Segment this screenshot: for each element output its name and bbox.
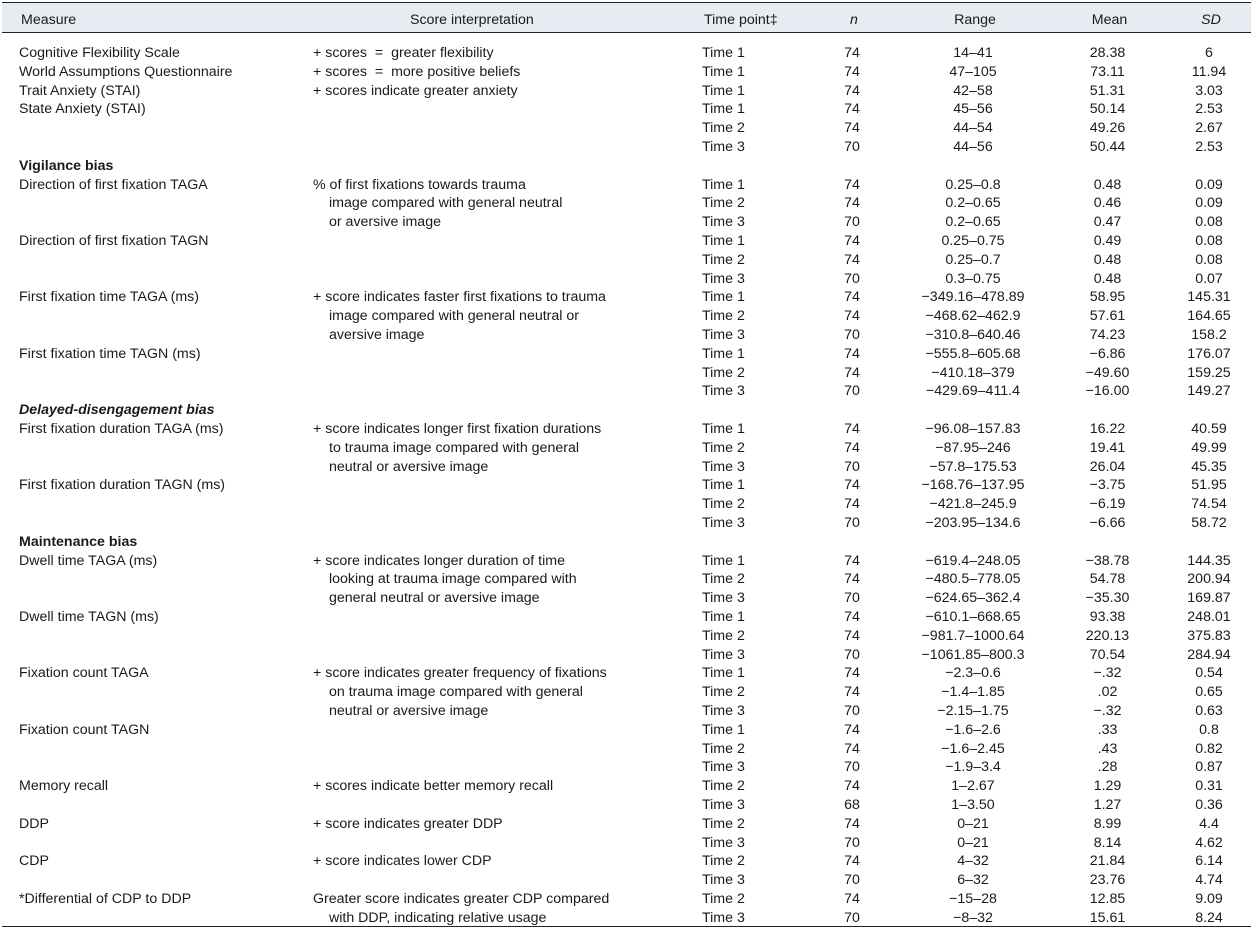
sd-cell: 0.08 — [1195, 214, 1223, 230]
range-cell: 6–32 — [957, 872, 989, 888]
n-cell: 74 — [844, 553, 860, 569]
sd-cell: 159.25 — [1187, 365, 1231, 381]
range-cell: 1–3.50 — [951, 797, 995, 813]
time-point-cell: Time 3 — [702, 139, 745, 155]
mean-cell: 54.78 — [1089, 571, 1126, 587]
n-cell: 74 — [844, 741, 860, 757]
range-cell: 0.2–0.65 — [945, 214, 1001, 230]
sd-cell: 8.24 — [1195, 910, 1223, 926]
range-cell: 0.25–0.7 — [945, 252, 1001, 268]
time-point-cell: Time 3 — [702, 515, 745, 531]
n-cell: 70 — [844, 214, 860, 230]
mean-cell: −.32 — [1093, 703, 1122, 719]
sd-cell: 0.08 — [1195, 233, 1223, 249]
interpretation-cell: % of first fixations towards trauma — [313, 177, 526, 193]
n-cell: 74 — [844, 628, 860, 644]
time-point-cell: Time 2 — [702, 308, 745, 324]
mean-cell: 0.46 — [1093, 195, 1122, 211]
n-cell: 74 — [844, 571, 860, 587]
range-cell: −2.15–1.75 — [937, 703, 1009, 719]
sd-cell: 0.36 — [1195, 797, 1223, 813]
mean-cell: 0.48 — [1093, 177, 1122, 193]
interpretation-cell: Greater score indicates greater CDP compared — [313, 891, 610, 907]
time-point-cell: Time 2 — [702, 120, 745, 136]
interpretation-cell: looking at trauma image compared with — [329, 571, 577, 587]
range-cell: −421.8–245.9 — [929, 496, 1017, 512]
n-cell: 74 — [844, 722, 860, 738]
sd-cell: 144.35 — [1187, 553, 1231, 569]
sd-cell: 200.94 — [1187, 571, 1231, 587]
measure-cell: Fixation count TAGA — [19, 665, 149, 681]
interpretation-cell: with DDP, indicating relative usage — [329, 910, 547, 926]
time-point-cell: Time 2 — [702, 628, 745, 644]
mean-cell: 8.99 — [1093, 816, 1122, 832]
mean-cell: 1.29 — [1093, 778, 1122, 794]
time-point-cell: Time 2 — [702, 440, 745, 456]
n-cell: 70 — [844, 139, 860, 155]
n-cell: 70 — [844, 327, 860, 343]
n-cell: 74 — [844, 252, 860, 268]
time-point-cell: Time 3 — [702, 797, 745, 813]
time-point-cell: Time 1 — [702, 665, 745, 681]
range-cell: 44–56 — [953, 139, 993, 155]
section-heading: Delayed-disengagement bias — [19, 402, 215, 418]
mean-cell: 0.49 — [1093, 233, 1122, 249]
interpretation-cell: or aversive image — [329, 214, 441, 230]
sd-cell: 4.74 — [1195, 872, 1223, 888]
range-cell: 4–32 — [957, 853, 989, 869]
time-point-cell: Time 1 — [702, 177, 745, 193]
header-time-point: Time point‡ — [704, 12, 778, 28]
time-point-cell: Time 3 — [702, 703, 745, 719]
interpretation-cell: + scores = more positive beliefs — [313, 64, 521, 80]
range-cell: −1.6–2.45 — [941, 741, 1005, 757]
time-point-cell: Time 2 — [702, 741, 745, 757]
time-point-cell: Time 2 — [702, 853, 745, 869]
interpretation-cell: image compared with general neutral or — [329, 308, 579, 324]
sd-cell: 49.99 — [1191, 440, 1227, 456]
mean-cell: 51.31 — [1089, 83, 1126, 99]
sd-cell: 11.94 — [1191, 64, 1227, 80]
n-cell: 74 — [844, 665, 860, 681]
n-cell: 74 — [844, 83, 860, 99]
header-n: n — [850, 12, 858, 28]
table-header — [2, 2, 1251, 33]
sd-cell: 6 — [1205, 45, 1213, 61]
n-cell: 74 — [844, 816, 860, 832]
n-cell: 68 — [844, 797, 860, 813]
sd-cell: 0.09 — [1195, 195, 1223, 211]
range-cell: −619.4–248.05 — [925, 553, 1021, 569]
mean-cell: 49.26 — [1089, 120, 1126, 136]
n-cell: 74 — [844, 233, 860, 249]
sd-cell: 0.07 — [1195, 271, 1223, 287]
n-cell: 74 — [844, 477, 860, 493]
mean-cell: 73.11 — [1090, 64, 1125, 80]
mean-cell: 220.13 — [1085, 628, 1130, 644]
range-cell: −555.8–605.68 — [925, 346, 1021, 362]
time-point-cell: Time 2 — [702, 496, 745, 512]
sd-cell: 2.67 — [1195, 120, 1223, 136]
mean-cell: 74.23 — [1089, 327, 1126, 343]
header-sd: SD — [1201, 12, 1221, 28]
sd-cell: 51.95 — [1191, 477, 1227, 493]
range-cell: 0.25–0.75 — [941, 233, 1005, 249]
range-cell: −468.62–462.9 — [925, 308, 1021, 324]
n-cell: 70 — [844, 835, 860, 851]
interpretation-cell: + score indicates longer duration of time — [313, 553, 565, 569]
n-cell: 74 — [844, 346, 860, 362]
measure-cell: First fixation time TAGN (ms) — [19, 346, 201, 362]
measure-cell: CDP — [19, 853, 49, 869]
n-cell: 70 — [844, 910, 860, 926]
mean-cell: −16.00 — [1085, 383, 1130, 399]
time-point-cell: Time 1 — [702, 83, 745, 99]
n-cell: 74 — [844, 308, 860, 324]
interpretation-cell: image compared with general neutral — [329, 195, 563, 211]
sd-cell: 58.72 — [1191, 515, 1227, 531]
time-point-cell: Time 1 — [702, 64, 745, 80]
interpretation-cell: + score indicates greater frequency of fixations — [313, 665, 607, 681]
interpretation-cell: aversive image — [329, 327, 425, 343]
measure-cell: State Anxiety (STAI) — [19, 101, 146, 117]
interpretation-cell: + scores indicate better memory recall — [313, 778, 554, 794]
range-cell: 0.2–0.65 — [945, 195, 1001, 211]
mean-cell: 57.61 — [1089, 308, 1126, 324]
time-point-cell: Time 3 — [702, 835, 745, 851]
interpretation-cell: + score indicates longer first fixation durations — [313, 421, 602, 437]
sd-cell: 0.09 — [1195, 177, 1223, 193]
sd-cell: 2.53 — [1195, 101, 1223, 117]
time-point-cell: Time 3 — [702, 459, 745, 475]
sd-cell: 0.63 — [1195, 703, 1223, 719]
mean-cell: −3.75 — [1089, 477, 1126, 493]
interpretation-cell: + scores = greater flexibility — [313, 45, 494, 61]
range-cell: −96.08–157.83 — [925, 421, 1021, 437]
interpretation-cell: to trauma image compared with general — [329, 440, 579, 456]
time-point-cell: Time 3 — [702, 214, 745, 230]
range-cell: −349.16–478.89 — [921, 289, 1025, 305]
range-cell: 0–21 — [957, 816, 989, 832]
time-point-cell: Time 3 — [702, 590, 745, 606]
range-cell: −87.95–246 — [935, 440, 1011, 456]
mean-cell: 15.61 — [1089, 910, 1126, 926]
mean-cell: 0.47 — [1093, 214, 1122, 230]
mean-cell: 0.48 — [1093, 271, 1122, 287]
n-cell: 74 — [844, 120, 860, 136]
interpretation-cell: neutral or aversive image — [329, 703, 489, 719]
n-cell: 74 — [844, 778, 860, 794]
n-cell: 70 — [844, 383, 860, 399]
mean-cell: −.32 — [1093, 665, 1122, 681]
n-cell: 74 — [844, 64, 860, 80]
header-range: Range — [954, 12, 996, 28]
interpretation-cell: + score indicates faster first fixations to trauma — [313, 289, 606, 305]
sd-cell: 45.35 — [1191, 459, 1227, 475]
range-cell: −8–32 — [953, 910, 993, 926]
n-cell: 74 — [844, 891, 860, 907]
measure-cell: First fixation duration TAGA (ms) — [19, 421, 224, 437]
n-cell: 74 — [844, 289, 860, 305]
range-cell: −410.18–379 — [931, 365, 1015, 381]
n-cell: 74 — [844, 440, 860, 456]
sd-cell: 375.83 — [1187, 628, 1231, 644]
n-cell: 74 — [844, 684, 860, 700]
time-point-cell: Time 1 — [702, 289, 745, 305]
mean-cell: 8.14 — [1093, 835, 1122, 851]
mean-cell: 1.27 — [1093, 797, 1122, 813]
measure-cell: First fixation time TAGA (ms) — [19, 289, 199, 305]
measure-cell: *Differential of CDP to DDP — [19, 891, 192, 907]
mean-cell: 0.48 — [1093, 252, 1122, 268]
n-cell: 74 — [844, 45, 860, 61]
n-cell: 70 — [844, 590, 860, 606]
time-point-cell: Time 1 — [702, 101, 745, 117]
bottom-rule — [2, 926, 1251, 927]
n-cell: 70 — [844, 703, 860, 719]
sd-cell: 4.62 — [1195, 835, 1223, 851]
range-cell: −480.5–778.05 — [925, 571, 1021, 587]
time-point-cell: Time 1 — [702, 45, 745, 61]
time-point-cell: Time 2 — [702, 778, 745, 794]
range-cell: 42–58 — [953, 83, 993, 99]
time-point-cell: Time 2 — [702, 816, 745, 832]
range-cell: −1.4–1.85 — [941, 684, 1005, 700]
time-point-cell: Time 2 — [702, 195, 745, 211]
mean-cell: 28.38 — [1089, 45, 1126, 61]
mean-cell: 50.14 — [1089, 101, 1126, 117]
time-point-cell: Time 2 — [702, 365, 745, 381]
n-cell: 74 — [844, 195, 860, 211]
mean-cell: 16.22 — [1089, 421, 1126, 437]
time-point-cell: Time 1 — [702, 553, 745, 569]
mean-cell: .28 — [1097, 759, 1118, 775]
mean-cell: 23.76 — [1089, 872, 1126, 888]
n-cell: 74 — [844, 853, 860, 869]
sd-cell: 149.27 — [1187, 383, 1231, 399]
mean-cell: 50.44 — [1089, 139, 1126, 155]
time-point-cell: Time 3 — [702, 271, 745, 287]
time-point-cell: Time 1 — [702, 346, 745, 362]
n-cell: 74 — [844, 609, 860, 625]
range-cell: −203.95–134.6 — [925, 515, 1021, 531]
measure-cell: Memory recall — [19, 778, 109, 794]
range-cell: 47–105 — [949, 64, 997, 80]
mean-cell: −6.66 — [1089, 515, 1126, 531]
sd-cell: 0.31 — [1195, 778, 1223, 794]
n-cell: 74 — [844, 101, 860, 117]
sd-cell: 145.31 — [1187, 289, 1231, 305]
interpretation-cell: on trauma image compared with general — [329, 684, 583, 700]
n-cell: 70 — [844, 872, 860, 888]
sd-cell: 284.94 — [1187, 647, 1231, 663]
measure-cell: Dwell time TAGN (ms) — [19, 609, 159, 625]
sd-cell: 164.65 — [1187, 308, 1231, 324]
measure-cell: First fixation duration TAGN (ms) — [19, 477, 226, 493]
header-mean: Mean — [1091, 12, 1128, 28]
range-cell: 1–2.67 — [951, 778, 995, 794]
measure-cell: Direction of first fixation TAGN — [19, 233, 209, 249]
time-point-cell: Time 3 — [702, 759, 745, 775]
time-point-cell: Time 2 — [702, 252, 745, 268]
sd-cell: 6.14 — [1195, 853, 1223, 869]
mean-cell: −6.19 — [1089, 496, 1126, 512]
n-cell: 70 — [844, 759, 860, 775]
sd-cell: 9.09 — [1195, 891, 1223, 907]
interpretation-cell: + scores indicate greater anxiety — [313, 83, 518, 99]
time-point-cell: Time 1 — [702, 609, 745, 625]
mean-cell: 93.38 — [1089, 609, 1126, 625]
sd-cell: 158.2 — [1191, 327, 1227, 343]
range-cell: −310.8–640.46 — [925, 327, 1021, 343]
range-cell: −981.7–1000.64 — [921, 628, 1025, 644]
measure-cell: Trait Anxiety (STAI) — [19, 83, 141, 99]
sd-cell: 2.53 — [1195, 139, 1223, 155]
sd-cell: 4.4 — [1199, 816, 1219, 832]
mean-cell: .43 — [1097, 741, 1118, 757]
n-cell: 70 — [844, 515, 860, 531]
range-cell: 45–56 — [953, 101, 993, 117]
time-point-cell: Time 3 — [702, 327, 745, 343]
time-point-cell: Time 2 — [702, 891, 745, 907]
range-cell: −610.1–668.65 — [925, 609, 1021, 625]
mean-cell: −38.78 — [1085, 553, 1130, 569]
time-point-cell: Time 3 — [702, 383, 745, 399]
sd-cell: 0.08 — [1195, 252, 1223, 268]
n-cell: 74 — [844, 177, 860, 193]
range-cell: −15–28 — [949, 891, 997, 907]
measure-cell: Dwell time TAGA (ms) — [19, 553, 158, 569]
sd-cell: 74.54 — [1191, 496, 1227, 512]
mean-cell: 26.04 — [1089, 459, 1126, 475]
n-cell: 70 — [844, 459, 860, 475]
mean-cell: −6.86 — [1089, 346, 1126, 362]
measure-cell: World Assumptions Questionnaire — [19, 64, 233, 80]
range-cell: −1.6–2.6 — [945, 722, 1001, 738]
range-cell: 0–21 — [957, 835, 989, 851]
range-cell: −1061.85–800.3 — [921, 647, 1025, 663]
sd-cell: 248.01 — [1187, 609, 1231, 625]
range-cell: 14–41 — [953, 45, 993, 61]
time-point-cell: Time 2 — [702, 571, 745, 587]
n-cell: 74 — [844, 365, 860, 381]
range-cell: −429.69–411.4 — [925, 383, 1021, 399]
mean-cell: 19.41 — [1089, 440, 1126, 456]
measure-cell: Fixation count TAGN — [19, 722, 150, 738]
range-cell: −624.65–362.4 — [925, 590, 1021, 606]
time-point-cell: Time 1 — [702, 722, 745, 738]
measure-cell: DDP — [19, 816, 49, 832]
time-point-cell: Time 3 — [702, 647, 745, 663]
header-interpretation: Score interpretation — [410, 12, 534, 28]
sd-cell: 0.82 — [1195, 741, 1223, 757]
mean-cell: .02 — [1097, 684, 1118, 700]
section-heading: Maintenance bias — [19, 534, 138, 550]
mean-cell: 21.84 — [1089, 853, 1126, 869]
range-cell: 44–54 — [953, 120, 993, 136]
measure-cell: Cognitive Flexibility Scale — [19, 45, 180, 61]
sd-cell: 0.54 — [1195, 665, 1223, 681]
mean-cell: −35.30 — [1085, 590, 1130, 606]
sd-cell: 0.8 — [1199, 722, 1219, 738]
interpretation-cell: + score indicates greater DDP — [313, 816, 503, 832]
range-cell: −57.8–175.53 — [929, 459, 1017, 475]
range-cell: −2.3–0.6 — [945, 665, 1001, 681]
time-point-cell: Time 3 — [702, 910, 745, 926]
range-cell: 0.3–0.75 — [945, 271, 1001, 287]
range-cell: −168.76–137.95 — [921, 477, 1025, 493]
sd-cell: 3.03 — [1195, 83, 1223, 99]
header-measure: Measure — [21, 12, 77, 28]
mean-cell: 12.85 — [1089, 891, 1126, 907]
time-point-cell: Time 1 — [702, 233, 745, 249]
time-point-cell: Time 1 — [702, 477, 745, 493]
time-point-cell: Time 3 — [702, 872, 745, 888]
sd-cell: 169.87 — [1187, 590, 1231, 606]
measure-cell: Direction of first fixation TAGA — [19, 177, 208, 193]
n-cell: 74 — [844, 421, 860, 437]
sd-cell: 176.07 — [1187, 346, 1231, 362]
time-point-cell: Time 1 — [702, 421, 745, 437]
range-cell: 0.25–0.8 — [945, 177, 1001, 193]
section-heading: Vigilance bias — [19, 158, 114, 174]
sd-cell: 40.59 — [1191, 421, 1227, 437]
mean-cell: .33 — [1097, 722, 1118, 738]
time-point-cell: Time 2 — [702, 684, 745, 700]
interpretation-cell: general neutral or aversive image — [329, 590, 540, 606]
mean-cell: 58.95 — [1089, 289, 1126, 305]
n-cell: 74 — [844, 496, 860, 512]
mean-cell: −49.60 — [1085, 365, 1130, 381]
interpretation-cell: neutral or aversive image — [329, 459, 489, 475]
n-cell: 70 — [844, 271, 860, 287]
range-cell: −1.9–3.4 — [945, 759, 1001, 775]
interpretation-cell: + score indicates lower CDP — [313, 853, 492, 869]
sd-cell: 0.65 — [1195, 684, 1223, 700]
mean-cell: 70.54 — [1089, 647, 1126, 663]
n-cell: 70 — [844, 647, 860, 663]
sd-cell: 0.87 — [1195, 759, 1223, 775]
